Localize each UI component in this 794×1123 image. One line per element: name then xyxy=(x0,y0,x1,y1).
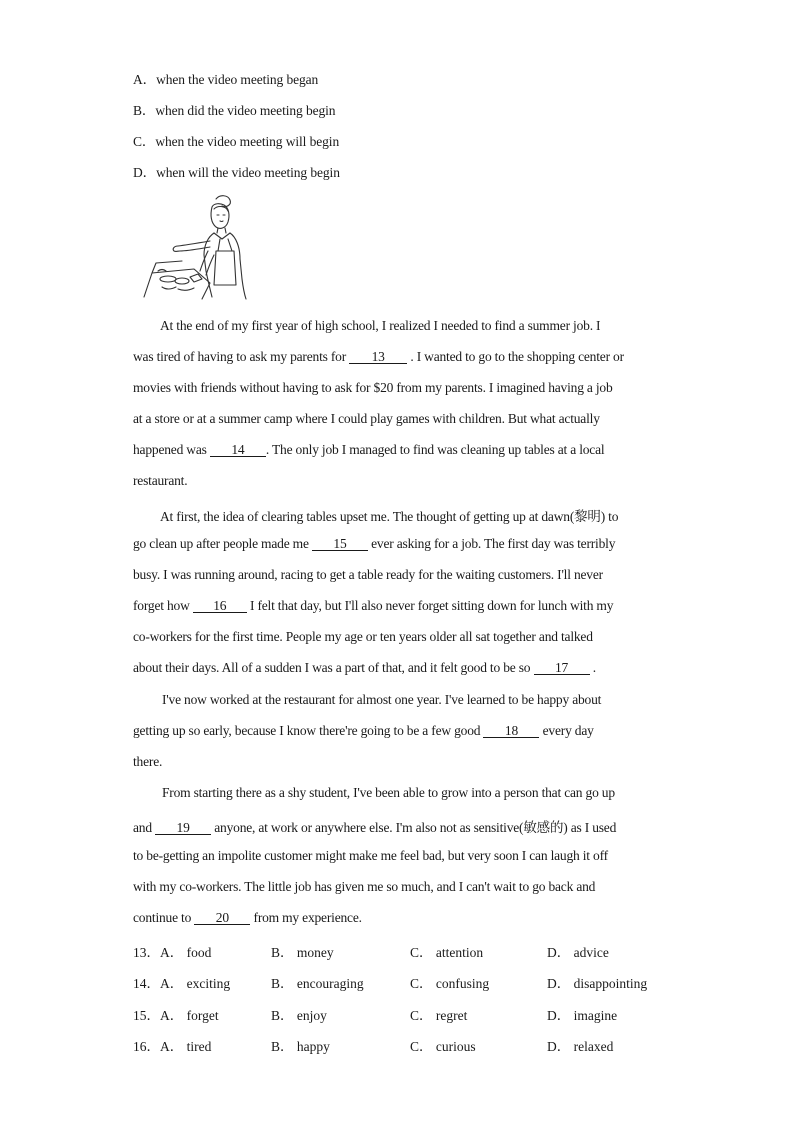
passage-line xyxy=(133,536,615,552)
passage-line: at a store or at a summer camp where I could play games with children. But what actually xyxy=(133,411,600,426)
line-text: was tired of having to ask my parents for xyxy=(133,349,350,364)
question-number: 13． xyxy=(133,945,160,960)
passage-line: busy. I was running around, racing to get a table ready for the waiting customers. I'll never xyxy=(133,567,603,582)
choice-d: D． disappointing xyxy=(547,976,648,991)
choice-a: A． food xyxy=(160,945,212,960)
prev-option-b xyxy=(133,99,335,119)
question-16 xyxy=(133,1035,693,1055)
passage-line: co-workers for the first time. People my age or ten years older all sat together and talked xyxy=(133,629,593,644)
line-text: ever asking for a job. The first day was terribly xyxy=(367,536,616,551)
option-text: when did the video meeting begin xyxy=(155,103,336,118)
blank-13: 13 xyxy=(349,350,407,364)
choice-b: B． happy xyxy=(271,1039,330,1054)
question-number: 15． xyxy=(133,1008,160,1023)
question-13 xyxy=(133,941,693,961)
line-text: go clean up after people made me xyxy=(133,536,312,551)
line-text: and xyxy=(133,820,156,835)
passage-line: there. xyxy=(133,754,163,769)
line-text: about their days. All of a sudden I was a part of that, and it felt good to be so xyxy=(133,660,534,675)
option-text: when will the video meeting begin xyxy=(156,165,340,180)
choice-b: B． enjoy xyxy=(271,1008,327,1023)
blank-16: 16 xyxy=(193,599,247,613)
line-text: . xyxy=(589,660,596,675)
choice-a: A． exciting xyxy=(160,976,231,991)
choice-c: C． regret xyxy=(410,1008,468,1023)
option-letter: C． xyxy=(133,134,156,149)
question-number: 14． xyxy=(133,976,160,991)
passage-line: At first, the idea of clearing tables upset me. The thought of getting up at dawn(黎明) to xyxy=(160,509,619,524)
choice-c: C． confusing xyxy=(410,976,490,991)
passage-line xyxy=(133,660,596,676)
line-text: forget how xyxy=(133,598,193,613)
question-15 xyxy=(133,1004,693,1024)
choice-d: D． relaxed xyxy=(547,1039,614,1054)
prev-option-a xyxy=(133,68,318,88)
blank-20: 20 xyxy=(194,911,250,925)
passage-line xyxy=(133,910,362,926)
option-text: when the video meeting began xyxy=(156,72,319,87)
prev-option-c xyxy=(133,130,339,150)
choice-a: A． tired xyxy=(160,1039,212,1054)
line-text: happened was xyxy=(133,442,210,457)
line-text: every day xyxy=(539,723,594,738)
choice-c: C． curious xyxy=(410,1039,476,1054)
blank-15: 15 xyxy=(312,537,368,551)
choice-c: C． attention xyxy=(410,945,484,960)
passage-line xyxy=(133,442,604,458)
waitress-illustration xyxy=(138,193,250,301)
line-text: from my experience. xyxy=(250,910,362,925)
passage-line xyxy=(133,349,624,365)
prev-option-d xyxy=(133,161,340,181)
option-text: when the video meeting will begin xyxy=(155,134,340,149)
choice-d: D． imagine xyxy=(547,1008,618,1023)
passage-line xyxy=(133,598,613,614)
choice-b: B． money xyxy=(271,945,334,960)
line-text: getting up so early, because I know there're going to be a few good xyxy=(133,723,484,738)
line-text: continue to xyxy=(133,910,195,925)
choice-b: B． encouraging xyxy=(271,976,364,991)
passage-line: From starting there as a shy student, I've been able to grow into a person that can go up xyxy=(162,785,615,800)
option-letter: A． xyxy=(133,72,157,87)
blank-14: 14 xyxy=(210,443,266,457)
choice-a: A． forget xyxy=(160,1008,219,1023)
passage-line: to be-getting an impolite customer might make me feel bad, but very soon I can laugh it off xyxy=(133,848,608,863)
blank-17: 17 xyxy=(534,661,590,675)
question-number: 16． xyxy=(133,1039,160,1054)
option-letter: D． xyxy=(133,165,157,180)
question-14 xyxy=(133,972,693,992)
line-text: . The only job I managed to find was cleaning up tables at a local xyxy=(265,442,605,457)
blank-19: 19 xyxy=(155,821,211,835)
line-text: . I wanted to go to the shopping center or xyxy=(407,349,624,364)
choice-d: D． advice xyxy=(547,945,609,960)
option-letter: B． xyxy=(133,103,156,118)
line-text: I felt that day, but I'll also never forget sitting down for lunch with my xyxy=(246,598,614,613)
blank-18: 18 xyxy=(483,724,539,738)
passage-line xyxy=(133,723,594,739)
passage-line: I've now worked at the restaurant for almost one year. I've learned to be happy about xyxy=(162,692,602,707)
passage-line: restaurant. xyxy=(133,473,188,488)
line-text: anyone, at work or anywhere else. I'm also not as sensitive(敏感的) as I used xyxy=(211,820,617,835)
passage-line: with my co-workers. The little job has given me so much, and I can't wait to go back and xyxy=(133,879,596,894)
passage-line: movies with friends without having to ask for $20 from my parents. I imagined having a job xyxy=(133,380,613,395)
passage-line xyxy=(133,816,616,836)
passage-line: At the end of my first year of high school, I realized I needed to find a summer job. I xyxy=(160,318,601,333)
